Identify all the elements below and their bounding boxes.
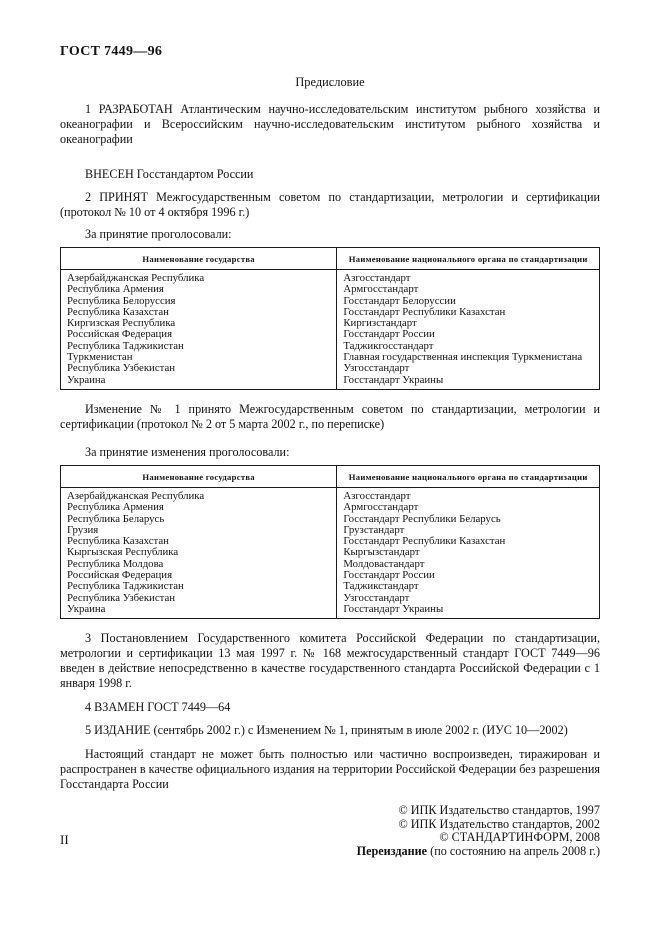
table-cell: Азгосстандарт (343, 489, 411, 502)
table-cell: Республика Армения (61, 502, 337, 513)
table-cell: Кыргызстандарт (343, 547, 420, 559)
table-cell: Таджикстандарт (343, 581, 419, 593)
table-cell: Республика Белоруссия (61, 296, 337, 307)
table-cell: Республика Беларусь (61, 514, 337, 525)
table-row (61, 341, 600, 352)
table-row (61, 284, 600, 295)
table-row (61, 581, 600, 592)
table-cell: Молдовастандарт (343, 558, 425, 570)
table-header-body: Наименование национального органа по стандартизации (337, 248, 600, 270)
table-cell: Узгосстандарт (343, 363, 410, 375)
table-cell: Республика Молдова (61, 559, 337, 570)
table-header-row (61, 465, 600, 487)
table-cell: Республика Казахстан (61, 536, 337, 547)
table-cell: Кыргызская Республика (61, 547, 337, 558)
submitted-paragraph: ВНЕСЕН Госстандартом России (85, 167, 254, 181)
table-cell: Киргизстандарт (343, 318, 417, 330)
copyright-block (60, 804, 600, 858)
table-cell: Главная государственная инспекция Туркменистана (343, 352, 583, 364)
table-header-row (61, 248, 600, 270)
vote-table-2002 (60, 465, 600, 619)
reissue-note-bold: Переиздание (356, 844, 428, 859)
reissue-note (60, 845, 600, 859)
table-row (61, 296, 600, 307)
table-cell: Азгосстандарт (343, 272, 411, 284)
table-cell: Республика Таджикистан (61, 581, 337, 592)
table-cell: Республика Казахстан (61, 307, 337, 318)
foreword-title: Предисловие (295, 75, 365, 89)
vote-intro: За принятие проголосовали: (85, 227, 232, 241)
doc-number: ГОСТ 7449—96 (60, 44, 163, 59)
table-cell: Госстандарт России (343, 570, 435, 582)
table-row (61, 514, 600, 525)
table-cell: Госстандарт Республики Казахстан (343, 536, 506, 548)
table-row (61, 307, 600, 318)
page-number: II (60, 832, 69, 847)
table-cell: Республика Таджикистан (61, 341, 337, 352)
reissue-note-rest: (по состоянию на апрель 2008 г.) (427, 844, 600, 859)
table-cell: Армгосстандарт (343, 502, 419, 514)
table-row (61, 525, 600, 536)
table-row (61, 593, 600, 604)
table-cell: Украина (61, 604, 337, 619)
table-cell: Госстандарт Республики Беларусь (343, 513, 501, 525)
adopted-paragraph: 2 ПРИНЯТ Межгосударственным советом по стандартизации, метрологии и сертификации (протокол № 10 от 4 октября 1996 г.) (60, 190, 600, 219)
table-row (61, 375, 600, 390)
copyright-notice-paragraph: Настоящий стандарт не может быть полностью или частично воспроизведен, тиражирован и распространен в качестве официального издания на территории Российской Федерации без разрешения Госстандарта России (60, 747, 600, 792)
amendment-paragraph: Изменение № 1 принято Межгосударственным советом по стандартизации, метрологии и сертификации (протокол № 2 от 5 марта 2002 г., по переписке) (60, 401, 600, 431)
table-cell: Туркменистан (61, 352, 337, 363)
table-cell: Республика Узбекистан (61, 363, 337, 374)
table-cell: Госстандарт России (343, 329, 435, 341)
table-row (61, 329, 600, 340)
table-row (61, 363, 600, 374)
table-cell: Азербайджанская Республика (61, 270, 337, 285)
table-cell: Армгосстандарт (343, 284, 419, 296)
table-cell: Госстандарт Украины (343, 603, 444, 615)
table-cell: Российская Федерация (61, 570, 337, 581)
table-cell: Республика Армения (61, 284, 337, 295)
table-cell: Грузстандарт (343, 524, 405, 536)
table-row (61, 487, 600, 502)
table-cell: Киргизская Республика (61, 318, 337, 329)
table-cell: Таджикгосстандарт (343, 340, 434, 352)
table-row (61, 352, 600, 363)
edition-paragraph: 5 ИЗДАНИЕ (сентябрь 2002 г.) с Изменением № 1, принятым в июле 2002 г. (ИУС 10—2002) (85, 723, 568, 738)
table-cell: Госстандарт Республики Казахстан (343, 306, 506, 318)
vote-table-1996 (60, 247, 600, 390)
table-cell: Российская Федерация (61, 329, 337, 340)
table-cell: Украина (61, 375, 337, 390)
copyright-line: © СТАНДАРТИНФОРМ, 2008 (439, 830, 600, 845)
enacted-paragraph: 3 Постановлением Государственного комитета Российской Федерации по стандартизации, метрологии и сертификации 13 мая 1997 г. № 168 межгосударственный стандарт ГОСТ 7449—96 введен в действие непосредственно в качестве государственного стандарта Российской Федерации с 1 января 1998 г. (60, 631, 600, 691)
table-row (61, 570, 600, 581)
table-row (61, 536, 600, 547)
table-cell: Госстандарт Белоруссии (343, 295, 456, 307)
copyright-line: © ИПК Издательство стандартов, 1997 (398, 803, 600, 818)
table-cell: Госстандарт Украины (343, 374, 444, 386)
table-header-state: Наименование государства (61, 248, 337, 270)
table-row (61, 270, 600, 285)
vote-amendment-intro: За принятие изменения проголосовали: (85, 444, 290, 459)
table-cell: Азербайджанская Республика (61, 487, 337, 502)
table-row (61, 559, 600, 570)
table-row (61, 502, 600, 513)
table-header-state: Наименование государства (61, 465, 337, 487)
copyright-line: © ИПК Издательство стандартов, 2002 (398, 816, 600, 831)
table-header-body: Наименование национального органа по стандартизации (337, 465, 600, 487)
table-row (61, 604, 600, 619)
table-cell: Узгосстандарт (343, 592, 410, 604)
table-row (61, 547, 600, 558)
table-row (61, 318, 600, 329)
table-cell: Республика Узбекистан (61, 593, 337, 604)
replaces-paragraph: 4 ВЗАМЕН ГОСТ 7449—64 (85, 700, 231, 715)
table-cell: Грузия (61, 525, 337, 536)
developed-paragraph: 1 РАЗРАБОТАН Атлантическим научно-исследовательским институтом рыбного хозяйства и океанографии и Всероссийским научно-исследовательским институтом рыбного хозяйства и океанографии (60, 102, 600, 146)
